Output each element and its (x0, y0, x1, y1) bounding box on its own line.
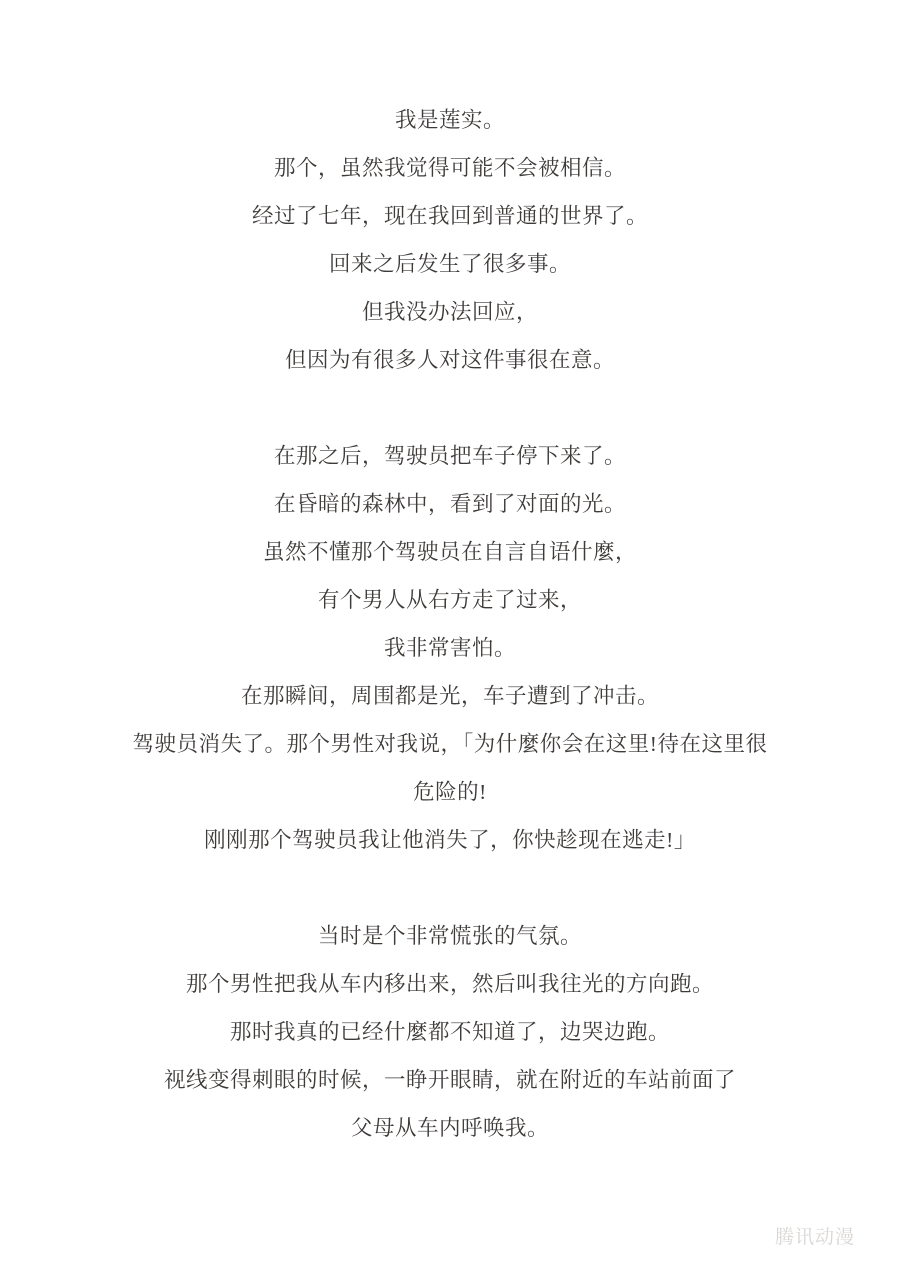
text-line: 那个男性把我从车内移出来，然后叫我往光的方向跑。 (185, 972, 714, 996)
text-line: 我是莲实。 (394, 108, 505, 132)
text-line: 当时是个非常慌张的气氛。 (317, 924, 582, 948)
text-line: 我非常害怕。 (383, 636, 516, 660)
text-line: 在那瞬间，周围都是光，车子遭到了冲击。 (240, 684, 659, 708)
text-line: 刚刚那个驾驶员我让他消失了，你快趁现在逃走!」 (204, 828, 696, 852)
paragraph-spacer (0, 384, 900, 432)
text-line: 在那之后，驾驶员把车子停下来了。 (273, 444, 626, 468)
text-line: 那时我真的已经什麼都不知道了，边哭边跑。 (229, 1020, 670, 1044)
paragraph-spacer (0, 864, 900, 912)
text-line: 回来之后发生了很多事。 (328, 252, 571, 276)
paragraph-block-2 (0, 432, 900, 864)
text-line: 视线变得刺眼的时候，一睁开眼睛，就在附近的车站前面了 (163, 1068, 736, 1092)
text-line: 危险的! (413, 780, 487, 804)
document-text-body (0, 96, 900, 1152)
text-line: 有个男人从右方走了过来， (317, 588, 582, 612)
paragraph-block-1 (0, 96, 900, 384)
text-line: 那个，虽然我觉得可能不会被相信。 (273, 156, 626, 180)
text-line: 虽然不懂那个驾驶员在自言自语什麼， (262, 540, 637, 564)
text-line: 但因为有很多人对这件事很在意。 (284, 348, 615, 372)
text-line: 但我没办法回应， (361, 300, 538, 324)
watermark-logo: 腾讯动漫 (774, 1226, 855, 1248)
text-line: 父母从车内呼唤我。 (350, 1116, 549, 1140)
text-line: 驾驶员消失了。那个男性对我说，「为什麼你会在这里!待在这里很 (132, 732, 768, 756)
paragraph-block-3 (0, 912, 900, 1152)
text-line: 在昏暗的森林中，看到了对面的光。 (273, 492, 626, 516)
text-line: 经过了七年，现在我回到普通的世界了。 (251, 204, 648, 228)
